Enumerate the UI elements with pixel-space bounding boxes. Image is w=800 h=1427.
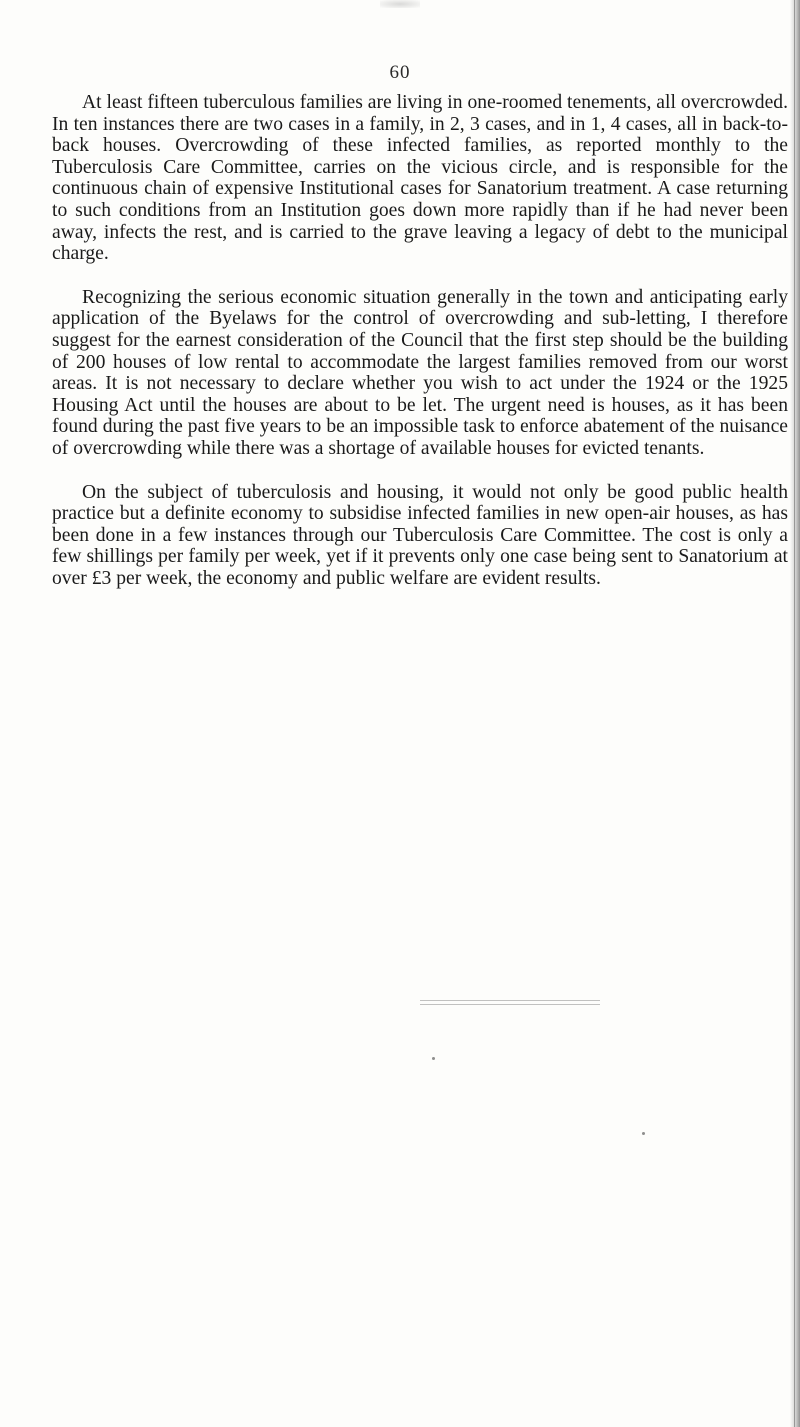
page-number: 60 [389,62,411,83]
paper-scratch [420,1004,600,1005]
paper-speck [432,1057,435,1060]
paragraph-tuberculous-families: At least fifteen tuberculous families are living in one-roomed tenements, all overcrowded. In ten instances there are two cases in a family, in 2, 3 cases, and in 1, 4 cases, all in back-to-back houses. Overcrowding of these infected families, as reported monthly to the Tuberculosis Care Committee, carries on the vicious circle, and is responsible for the continuous chain of expensive Institutional cases for Sanatorium treatment. A case returning to such conditions from an Institution goes down more rapidly than if he had never been away, infects the rest, and is carried to the grave leaving a legacy of debt to the municipal charge. [52,92,788,265]
paper-scratch [420,1000,600,1001]
binding-edge-line [794,0,795,1427]
paragraph-tuberculosis-housing-economy: On the subject of tuberculosis and housing, it would not only be good public health practice but a definite economy to subsidise infected families in new open-air houses, as has been done in a few instances through our Tuberculosis Care Committee. The cost is only a few shillings per family per week, yet if it prevents only one case being sent to Sanatorium at over £3 per week, the economy and public welfare are evident results. [52,481,788,589]
binding-edge-shadow [790,0,800,1427]
paper-speck [642,1132,645,1135]
paragraph-housing-recommendation: Recognizing the serious economic situation generally in the town and anticipating early application of the Byelaws for the control of overcrowding and sub-letting, I therefore suggest for the earnest consideration of the Council that the first step should be the building of 200 houses of low rental to accommodate the largest families removed from our worst areas. It is not necessary to declare whether you wish to act under the 1924 or the 1925 Housing Act until the houses are about to be let. The urgent need is houses, as it has been found during the past five years to be an impossible task to enforce abatement of the nuisance of overcrowding while there was a shortage of available houses for evicted tenants. [52,286,788,459]
text-body [52,92,788,589]
paper-smudge [380,0,420,8]
